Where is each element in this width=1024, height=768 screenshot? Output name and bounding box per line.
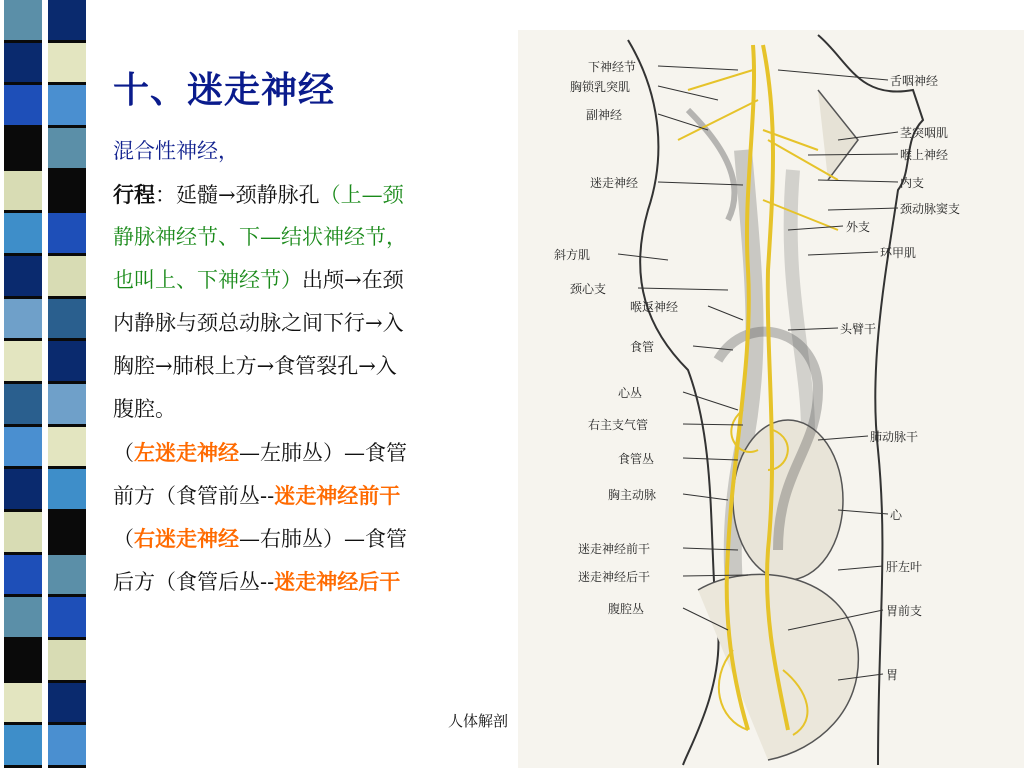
strip-block bbox=[4, 512, 42, 555]
figure-label: 腹腔丛 bbox=[608, 602, 645, 616]
body-line bbox=[113, 216, 521, 259]
footer-text: 人体解剖 bbox=[448, 712, 509, 730]
strip-block bbox=[4, 43, 42, 86]
strip-block bbox=[4, 256, 42, 299]
text-segment: 左迷走神经 bbox=[134, 440, 239, 465]
strip-block bbox=[4, 0, 42, 43]
figure-label: 外支 bbox=[846, 220, 871, 234]
figure-label: 头臂干 bbox=[840, 322, 877, 336]
slide-title: 十、迷走神经 bbox=[113, 70, 336, 111]
figure-label: 心丛 bbox=[618, 386, 643, 400]
figure-label: 肺动脉干 bbox=[870, 430, 919, 444]
text-segment: 前方（食管前丛-- bbox=[113, 484, 275, 508]
figure-label: 食管 bbox=[630, 340, 655, 354]
figure-label: 胃前支 bbox=[886, 604, 923, 618]
body-line bbox=[113, 345, 521, 388]
figure-label: 食管丛 bbox=[618, 452, 655, 466]
strip-block bbox=[48, 725, 86, 768]
figure-label: 胸锁乳突肌 bbox=[570, 80, 631, 94]
body-line bbox=[113, 560, 521, 603]
strip-block bbox=[48, 299, 86, 342]
text-segment: 右迷走神经 bbox=[134, 526, 239, 551]
figure-label: 心 bbox=[890, 508, 903, 522]
text-segment: 也叫上、下神经节） bbox=[113, 268, 302, 292]
strip-block bbox=[48, 427, 86, 470]
strip-block bbox=[48, 555, 86, 598]
strip-column-right bbox=[48, 0, 86, 768]
text-segment: 胸腔→肺根上方→食管裂孔→入 bbox=[113, 354, 397, 378]
text-segment: 出颅→在颈 bbox=[302, 268, 404, 292]
strip-block bbox=[48, 341, 86, 384]
strip-block bbox=[48, 469, 86, 512]
strip-block bbox=[4, 555, 42, 598]
figure-label: 斜方肌 bbox=[554, 248, 591, 262]
strip-block bbox=[48, 640, 86, 683]
figure-label: 颈心支 bbox=[570, 282, 607, 296]
text-segment: —右肺丛）—食管 bbox=[239, 527, 407, 551]
strip-block bbox=[4, 341, 42, 384]
figure-label: 迷走神经前干 bbox=[578, 542, 651, 556]
strip-block bbox=[48, 597, 86, 640]
figure-label: 舌咽神经 bbox=[890, 74, 939, 88]
strip-block bbox=[48, 384, 86, 427]
figure-label: 喉返神经 bbox=[630, 300, 679, 314]
strip-block bbox=[4, 469, 42, 512]
text-segment: 内静脉与颈总动脉之间下行→入 bbox=[113, 311, 404, 335]
strip-block bbox=[48, 213, 86, 256]
strip-block bbox=[4, 725, 42, 768]
strip-block bbox=[4, 213, 42, 256]
text-segment: —左肺丛）—食管 bbox=[239, 441, 407, 465]
strip-block bbox=[4, 427, 42, 470]
body-line bbox=[113, 388, 521, 431]
text-segment: 腹腔。 bbox=[113, 397, 176, 421]
strip-block bbox=[4, 384, 42, 427]
figure-label: 内支 bbox=[900, 176, 925, 190]
strip-block bbox=[4, 128, 42, 171]
text-segment: 混合性神经， bbox=[113, 139, 239, 163]
slide-body bbox=[113, 130, 521, 730]
body-line bbox=[113, 259, 521, 302]
strip-block bbox=[4, 171, 42, 214]
body-line bbox=[113, 517, 521, 560]
strip-block bbox=[48, 171, 86, 214]
figure-label: 肝左叶 bbox=[886, 560, 923, 574]
strip-block bbox=[48, 0, 86, 43]
text-segment: 行程 bbox=[113, 182, 155, 207]
strip-block bbox=[48, 43, 86, 86]
strip-block bbox=[4, 683, 42, 726]
strip-block bbox=[48, 256, 86, 299]
strip-column-left bbox=[4, 0, 42, 768]
figure-label: 茎突咽肌 bbox=[900, 126, 949, 140]
text-segment: （上—颈 bbox=[319, 183, 404, 207]
strip-block bbox=[48, 85, 86, 128]
figure-label: 副神经 bbox=[586, 108, 623, 122]
strip-block bbox=[4, 85, 42, 128]
body-line bbox=[113, 173, 521, 216]
decorative-strip bbox=[0, 0, 100, 768]
strip-block bbox=[48, 128, 86, 171]
figure-label: 喉上神经 bbox=[900, 148, 949, 162]
anatomy-drawing bbox=[518, 30, 1024, 768]
figure-label: 右主支气管 bbox=[588, 418, 649, 432]
anatomy-figure bbox=[518, 30, 1024, 768]
figure-label: 迷走神经 bbox=[590, 176, 639, 190]
figure-label: 环甲肌 bbox=[880, 246, 917, 260]
figure-label: 胸主动脉 bbox=[608, 488, 657, 502]
figure-label: 迷走神经后干 bbox=[578, 570, 651, 584]
figure-label: 颈动脉窦支 bbox=[900, 202, 961, 216]
body-line bbox=[113, 302, 521, 345]
text-segment: 后方（食管后丛-- bbox=[113, 570, 275, 594]
text-segment: （ bbox=[113, 527, 134, 551]
figure-label: 胃 bbox=[886, 668, 899, 682]
body-line bbox=[113, 431, 521, 474]
text-segment: （ bbox=[113, 441, 134, 465]
text-segment: 静脉神经节、下—结状神经节， bbox=[113, 225, 407, 249]
strip-block bbox=[4, 597, 42, 640]
text-segment: 迷走神经前干 bbox=[274, 483, 401, 508]
figure-label: 下神经节 bbox=[588, 60, 637, 74]
body-line bbox=[113, 474, 521, 517]
strip-block bbox=[4, 299, 42, 342]
text-segment: ：延髓→颈静脉孔 bbox=[155, 183, 320, 207]
strip-block bbox=[48, 683, 86, 726]
text-segment: 迷走神经后干 bbox=[274, 569, 401, 594]
strip-block bbox=[48, 512, 86, 555]
body-line bbox=[113, 130, 521, 173]
strip-block bbox=[4, 640, 42, 683]
